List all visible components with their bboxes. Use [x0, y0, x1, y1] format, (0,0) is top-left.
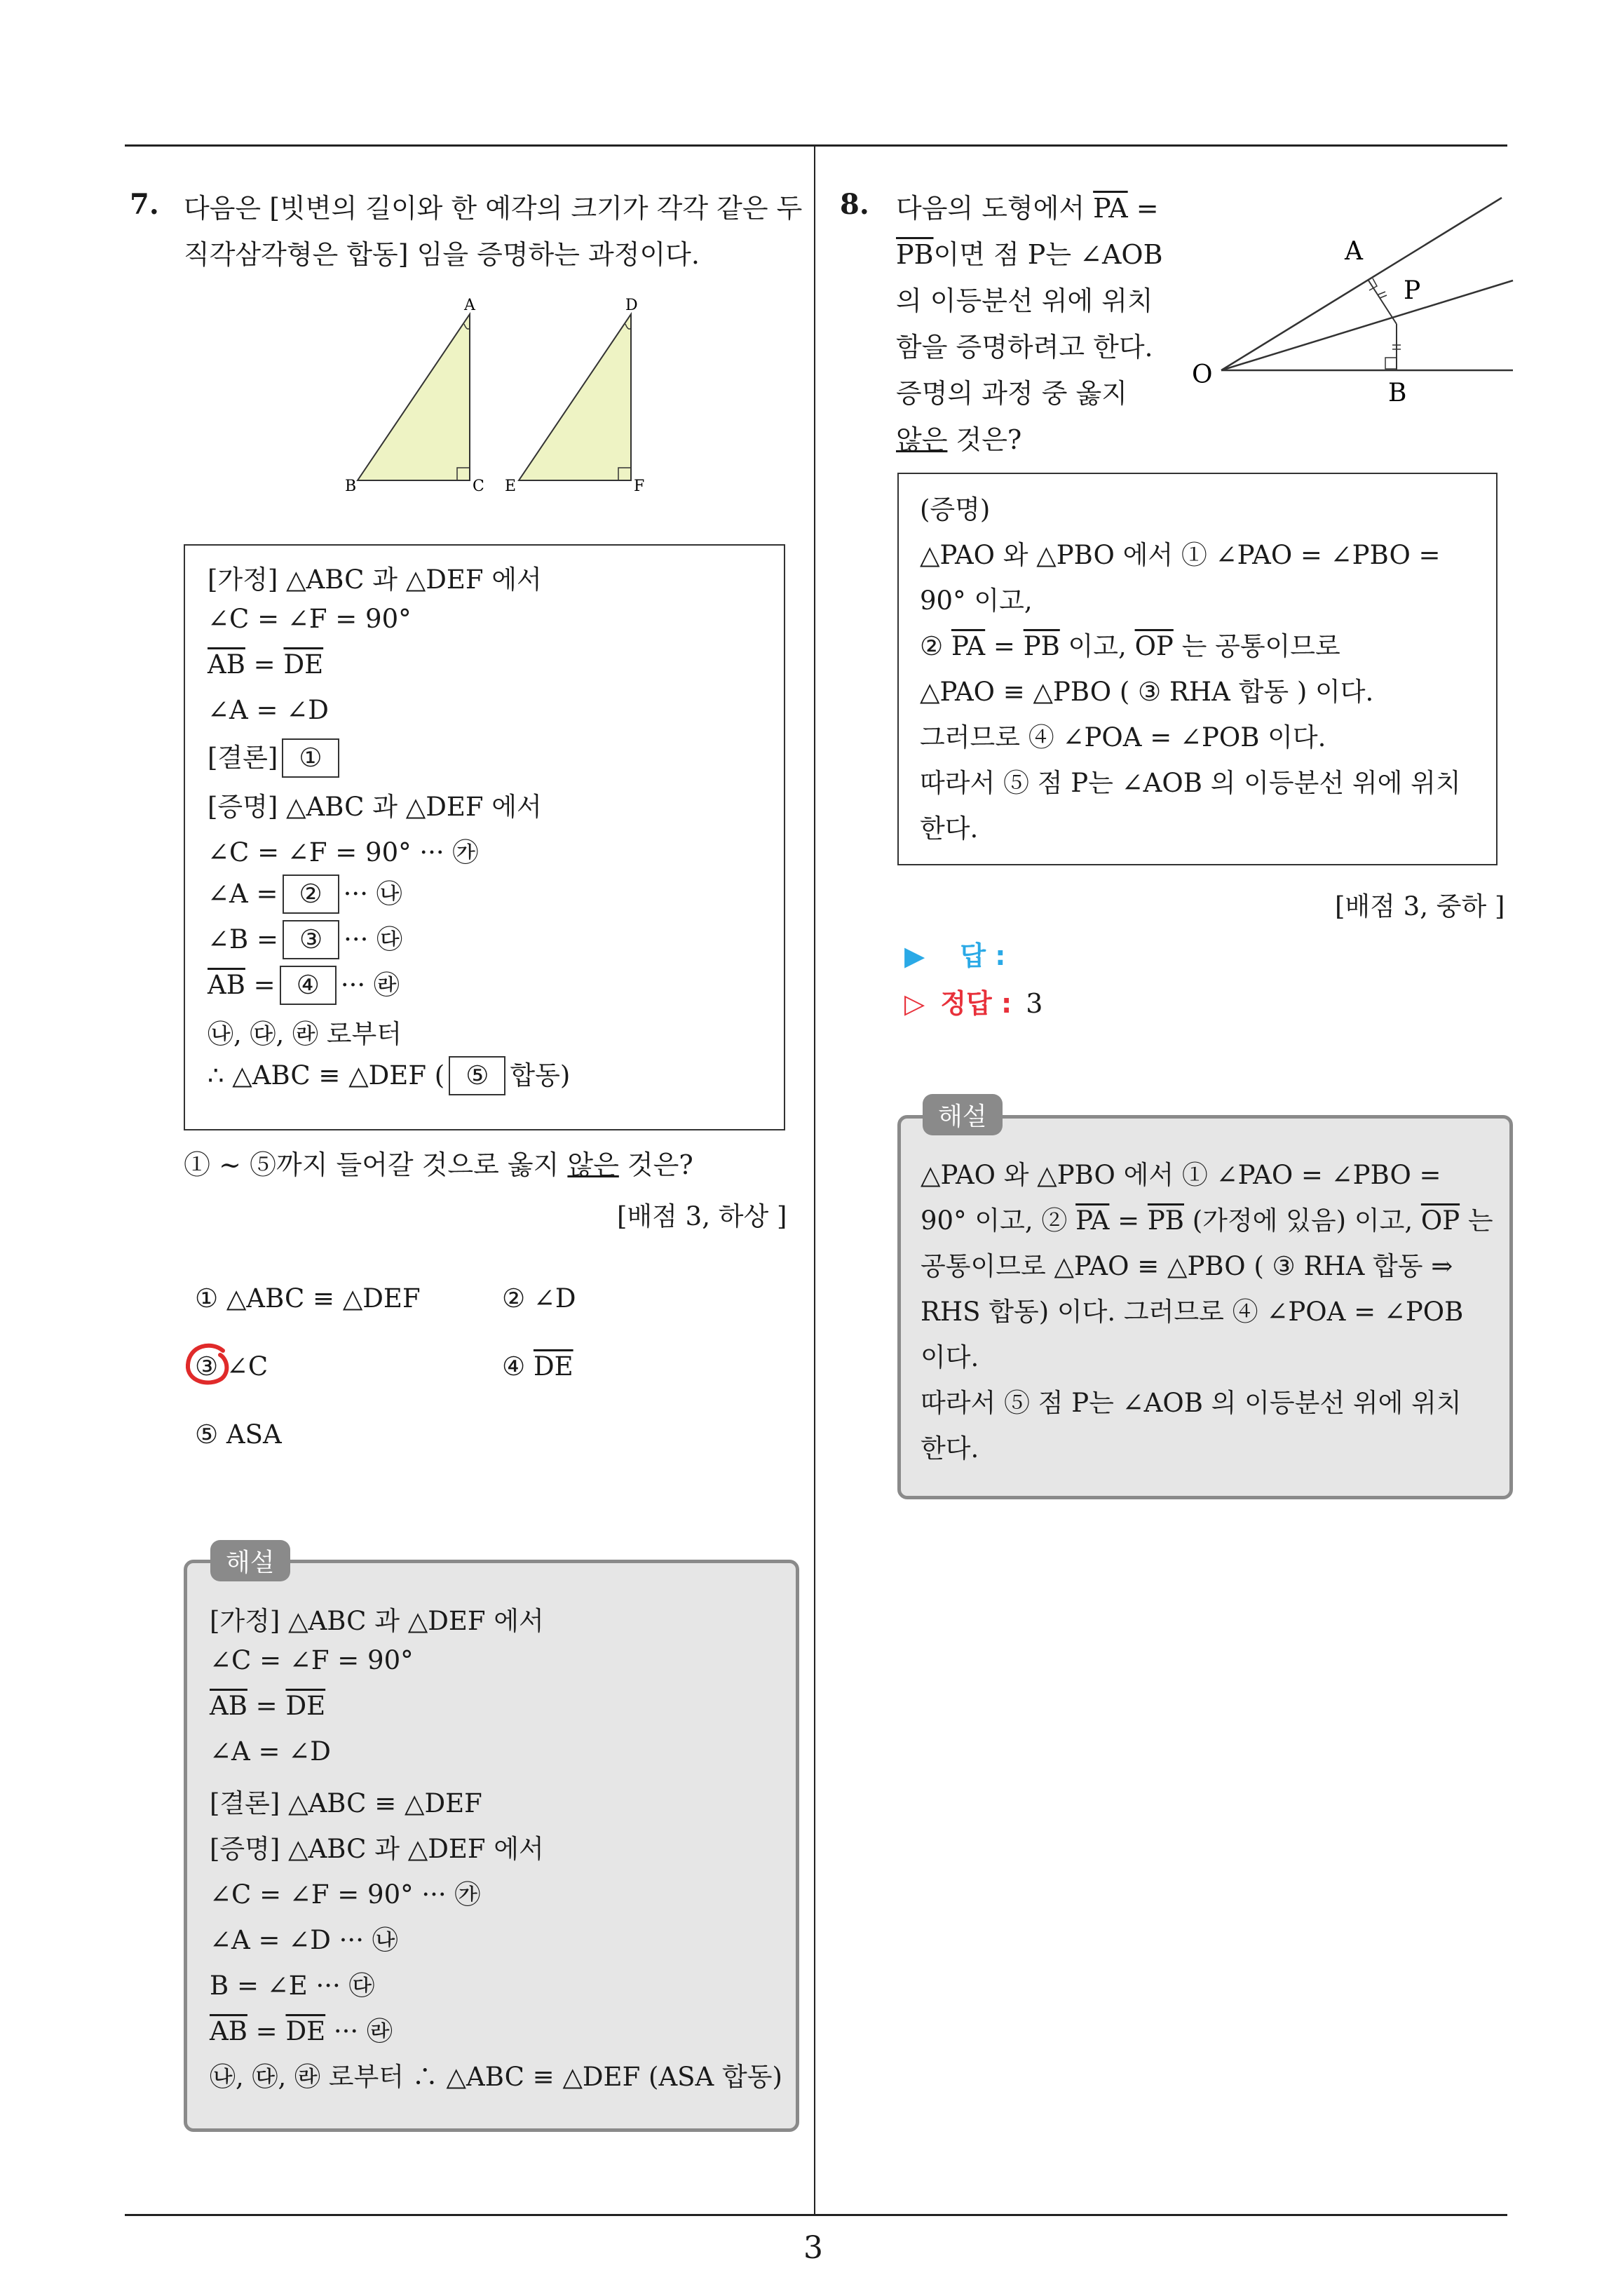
q7-proof-l3: $\overline{AB} = \overline{DE}$	[208, 649, 324, 680]
q7-sol-l7: ∠C = ∠F = 90° ··· ㉮	[210, 1879, 481, 1910]
ray-op	[1221, 281, 1513, 370]
q8-sol-l5: 이다.	[921, 1342, 979, 1372]
q8-proof-l8: 한다.	[920, 813, 979, 844]
q7-proof-l7: ∠C = ∠F = 90° ··· ㉮	[208, 837, 479, 867]
q8-sol-l2: 90° 이고, ② $\overline{PA} = \overline{PB}$ (가정에 있음) 이고, $\overline{OP}$ 는	[921, 1206, 1493, 1236]
q7-proof-l4: ∠A = ∠D	[208, 695, 329, 725]
q7-proof-l8: ∠A = ② ··· ㉯	[208, 872, 402, 914]
bottom-rule	[125, 2214, 1507, 2216]
q8-proof-l5: △PAO ≡ △PBO ( ③ RHA 합동 ) 이다.	[920, 677, 1374, 707]
q7-sol-l8: ∠A = ∠D ··· ㉯	[210, 1925, 398, 1955]
q7-choice-1[interactable]: ① △ABC ≡ △DEF	[195, 1283, 421, 1314]
q7-choice-4[interactable]: ④ $\overline{DE}$	[502, 1351, 573, 1382]
blank-4: ④	[280, 966, 337, 1005]
label-b: B	[345, 478, 357, 495]
q8-proof-l2: △PAO 와 △PBO 에서 ① ∠PAO = ∠PBO =	[920, 540, 1441, 570]
label-c: C	[473, 478, 484, 495]
q7-sol-l2: ∠C = ∠F = 90°	[210, 1645, 414, 1675]
q7-sol-l1: [가정] △ABC 과 △DEF 에서	[210, 1606, 544, 1636]
blank-5: ⑤	[449, 1056, 505, 1095]
q7-proof-l12: ∴ △ABC ≡ △DEF ( ⑤ 합동)	[208, 1054, 570, 1095]
q7-sol-l11: ㉯, ㉰, ㉱ 로부터 ∴ △ABC ≡ △DEF (ASA 합동)	[210, 2062, 782, 2092]
q7-sol-l10: $\overline{AB} = \overline{DE}$ ··· ㉱	[210, 2016, 393, 2046]
q7-choice-2[interactable]: ② ∠D	[502, 1283, 576, 1314]
triangle-def	[519, 314, 631, 480]
triangle-abc	[358, 314, 470, 480]
q8-sol-l1: △PAO 와 △PBO 에서 ① ∠PAO = ∠PBO =	[921, 1160, 1441, 1190]
top-rule	[125, 144, 1507, 147]
q7-solution-box	[184, 1560, 799, 2132]
q8-proof-l4: ② $\overline{PA} = \overline{PB}$ 이고, $\overline{OP}$ 는 공통이므로	[920, 631, 1340, 661]
q7-proof-l10: $\overline{AB}$ = ④ ··· ㉱	[208, 964, 400, 1005]
q7-proof-l9: ∠B = ③ ··· ㉰	[208, 918, 402, 959]
q8-proof-l1: (증명)	[920, 494, 991, 525]
page-number: 3	[803, 2230, 823, 2266]
label-b: B	[1388, 379, 1407, 407]
q7-proof-box	[184, 544, 785, 1130]
outline-play-icon: ▷	[904, 988, 925, 1019]
q7-sol-l9: B = ∠E ··· ㉰	[210, 1971, 375, 2001]
label-d: D	[625, 297, 638, 314]
label-a: A	[464, 297, 475, 314]
q7-stem-line1: 다음은 [빗변의 길이와 한 예각의 크기가 각각 같은 두	[184, 193, 803, 224]
q8-solution-box	[897, 1115, 1513, 1499]
blank-3: ③	[283, 920, 339, 959]
correct-label: 정답 :	[940, 988, 1012, 1019]
q8-solution-tag: 해설	[923, 1094, 1003, 1135]
q7-score: [배점 3, 하상 ]	[617, 1201, 787, 1231]
q7-proof-l6: [증명] △ABC 과 △DEF 에서	[208, 792, 542, 822]
q8-angle-figure	[1185, 189, 1514, 421]
correct-value: 3	[1026, 988, 1043, 1019]
play-icon: ▶	[904, 940, 925, 971]
q8-score: [배점 3, 중하 ]	[1335, 891, 1505, 921]
q7-sol-l6: [증명] △ABC 과 △DEF 에서	[210, 1834, 544, 1864]
q8-answer-row	[904, 934, 1005, 973]
q8-sol-l6: 따라서 ⑤ 점 P는 ∠AOB 의 이등분선 위에 위치	[921, 1388, 1462, 1418]
q8-sol-l4: RHS 합동) 이다. 그러므로 ④ ∠POA = ∠POB	[921, 1297, 1464, 1327]
ray-oa	[1221, 198, 1502, 370]
q8-proof-l3: 90° 이고,	[920, 586, 1033, 616]
q7-choice-5[interactable]: ⑤ ASA	[195, 1419, 282, 1450]
q8-stem: 다음의 도형에서 $\overline{PA}$ = $\overline{PB}$이면 점 P는 ∠AOB 의 이등분선 위에 위치 함을 증명하려고 한다. 증명의 과정 중 옳지 않은 것은?	[896, 193, 1163, 455]
label-o: O	[1192, 360, 1213, 389]
label-e: E	[505, 478, 517, 495]
q8-proof-l7: 따라서 ⑤ 점 P는 ∠AOB 의 이등분선 위에 위치	[920, 768, 1461, 798]
q7-question: ① ~ ⑤까지 들어갈 것으로 옳지 않은 것은?	[184, 1149, 693, 1180]
q7-triangles-figure	[337, 295, 652, 498]
q7-number: 7.	[130, 188, 159, 221]
q8-proof-l6: 그러므로 ④ ∠POA = ∠POB 이다.	[920, 722, 1326, 752]
selected-answer-circle-mark	[181, 1338, 241, 1394]
column-divider	[814, 146, 815, 2215]
q7-sol-l3: $\overline{AB} = \overline{DE}$	[210, 1691, 326, 1721]
label-p: P	[1404, 276, 1421, 305]
q8-sol-l7: 한다.	[921, 1433, 979, 1464]
q7-proof-l5: [결론] ①	[208, 736, 344, 778]
q8-number: 8.	[840, 188, 869, 221]
q8-proof-box	[897, 473, 1498, 865]
segment-pa	[1369, 281, 1397, 324]
q7-proof-l1: [가정] △ABC 과 △DEF 에서	[208, 565, 542, 595]
q7-solution-tag: 해설	[210, 1540, 290, 1581]
q7-proof-l11: ㉯, ㉰, ㉱ 로부터	[208, 1019, 402, 1049]
q7-proof-l2: ∠C = ∠F = 90°	[208, 604, 412, 634]
answer-label: 답 :	[960, 940, 1006, 971]
label-a: A	[1345, 237, 1363, 266]
blank-2: ②	[283, 874, 339, 914]
q7-stem-line2: 직각삼각형은 합동] 임을 증명하는 과정이다.	[184, 239, 700, 270]
q7-choice-3[interactable]: ③ ∠C	[195, 1351, 269, 1382]
blank-1: ①	[282, 738, 339, 778]
label-f: F	[634, 478, 645, 495]
q8-sol-l3: 공통이므로 △PAO ≡ △PBO ( ③ RHA 합동 ⇒	[921, 1251, 1453, 1281]
q8-correct-row	[904, 982, 1043, 1020]
q7-sol-l5: [결론] △ABC ≡ △DEF	[210, 1788, 482, 1818]
q7-sol-l4: ∠A = ∠D	[210, 1736, 331, 1767]
